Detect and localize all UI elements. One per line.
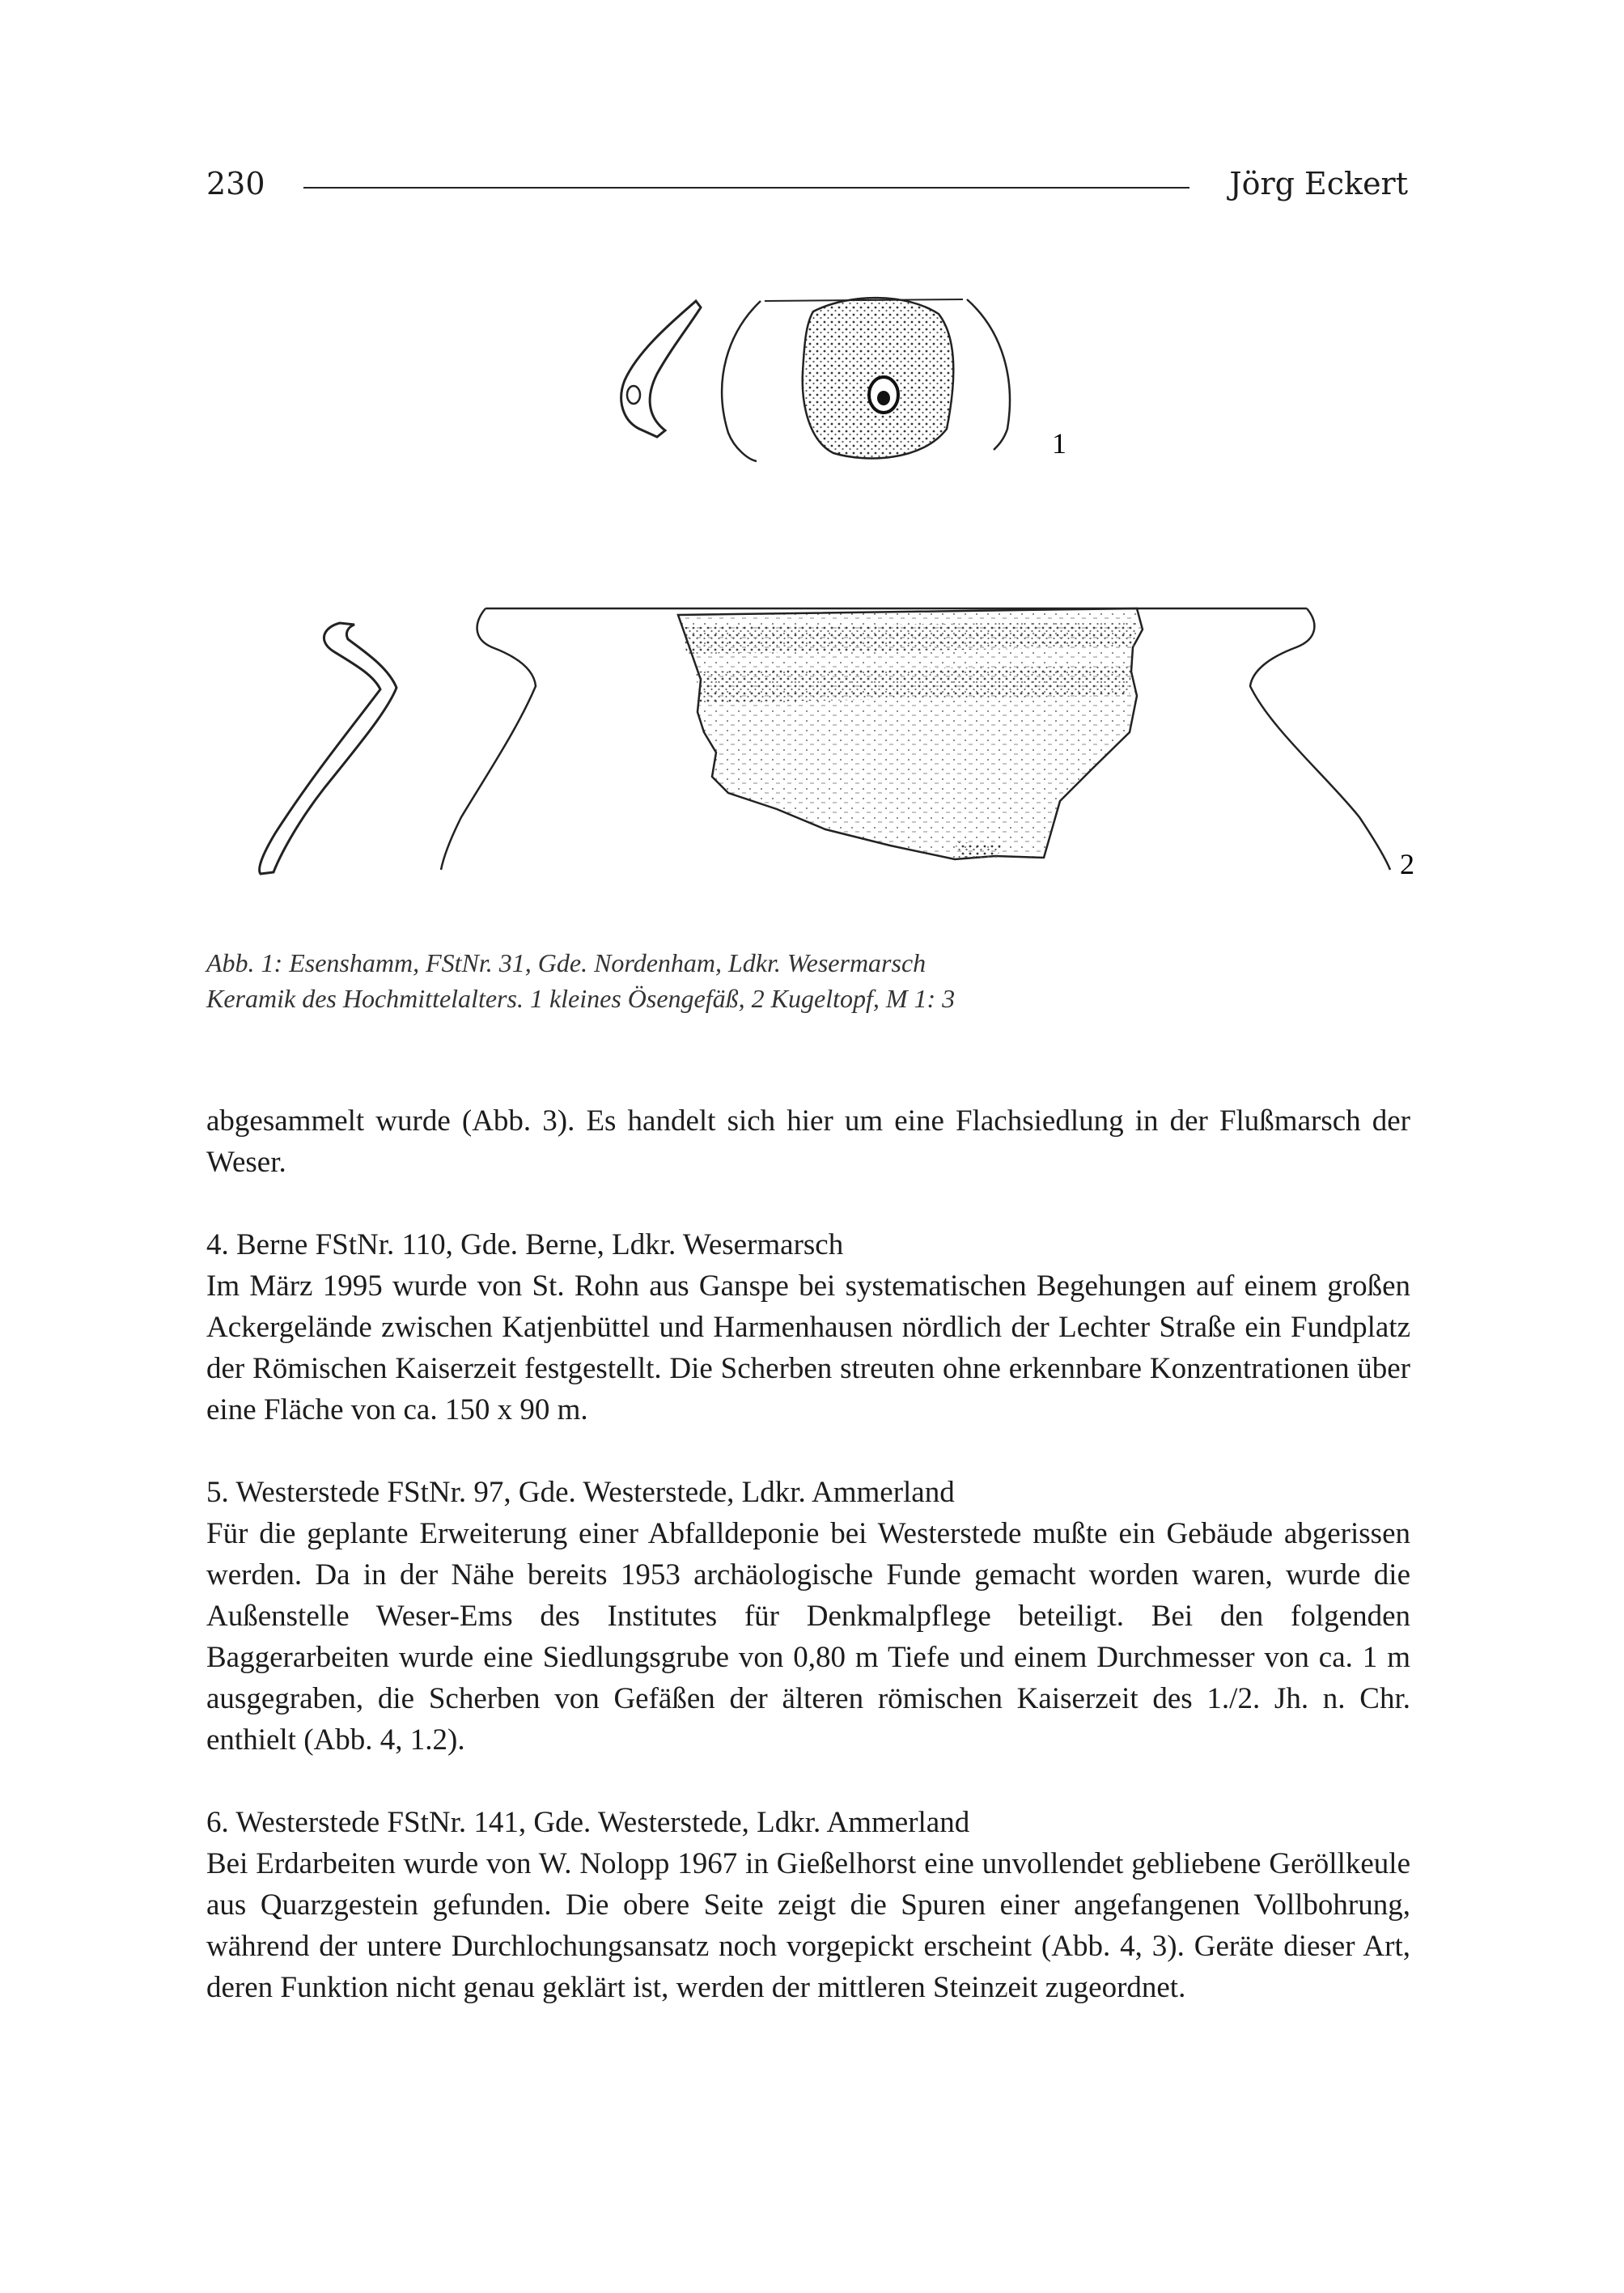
caption-line-2: Keramik des Hochmittelalters. 1 kleines Ösengefäß, 2 Kugeltopf, M 1: 3	[206, 984, 956, 1013]
site-heading: 5. Westerstede FStNr. 97, Gde. Westerstede, Ldkr. Ammerland	[206, 1476, 955, 1509]
vessel-2-profile	[260, 623, 396, 874]
site-entry-westerstede-97	[206, 1472, 1410, 1761]
vessel-1-view	[722, 298, 1010, 461]
figure-caption	[206, 945, 1412, 1016]
vessel-2-sherd	[678, 608, 1143, 859]
site-entry-berne	[206, 1224, 1410, 1430]
site-heading: 4. Berne FStNr. 110, Gde. Berne, Ldkr. Wesermarsch	[206, 1228, 844, 1261]
site-entry-westerstede-141	[206, 1802, 1410, 2008]
paragraph-continuation: abgesammelt wurde (Abb. 3). Es handelt sich hier um eine Flachsiedlung in der Flußmarsch der Weser.	[206, 1104, 1410, 1179]
site-description: Für die geplante Erweiterung einer Abfalldeponie bei Westerstede mußte ein Gebäude abgerissen werden. Da in der Nähe bereits 1953 archäologische Funde gemacht worden waren, wurde die Außenstelle Weser-Ems des Institutes für Denkmalpflege beteiligt. Bei den folgenden Baggerarbeiten wurde eine Siedlungsgrube von 0,80 m Tiefe und einem Durchmesser von ca. 1 m ausgegraben, die Scherben von Gefäßen der älteren römischen Kaiserzeit des 1./2. Jh. n. Chr. enthielt (Abb. 4, 1.2).	[206, 1517, 1410, 1757]
caption-line-1: Abb. 1: Esenshamm, FStNr. 31, Gde. Nordenham, Ldkr. Wesermarsch	[206, 948, 926, 977]
running-head-author: Jörg Eckert	[1229, 166, 1408, 201]
site-heading: 6. Westerstede FStNr. 141, Gde. Westerstede, Ldkr. Ammerland	[206, 1806, 970, 1839]
site-description: Bei Erdarbeiten wurde von W. Nolopp 1967 in Gießelhorst eine unvollendet gebliebene Geröllkeule aus Quarzgestein gefunden. Die obere Seite zeigt die Spuren einer angefangenen Vollbohrung, während der untere Durchlochungsansatz noch vorgepickt erscheint (Abb. 4, 3). Geräte dieser Art, deren Funktion nicht genau geklärt ist, werden der mittleren Steinzeit zugeordnet.	[206, 1847, 1410, 2004]
site-description: Im März 1995 wurde von St. Rohn aus Ganspe bei systematischen Begehungen auf einem großen Ackergelände zwischen Katjenbüttel und Harmenhausen nördlich der Lechter Straße ein Fundplatz der Römischen Kaiserzeit festgestellt. Die Scherben streuten ohne erkennbare Konzentrationen über eine Fläche von ca. 150 x 90 m.	[206, 1269, 1410, 1426]
figure-pottery-drawing	[0, 0, 1624, 906]
body-text	[206, 1100, 1410, 2049]
vessel-1-profile	[621, 301, 701, 437]
figure-label-2: 2	[1400, 848, 1414, 880]
figure-label-1: 1	[1052, 427, 1066, 460]
page-number: 230	[206, 166, 265, 201]
